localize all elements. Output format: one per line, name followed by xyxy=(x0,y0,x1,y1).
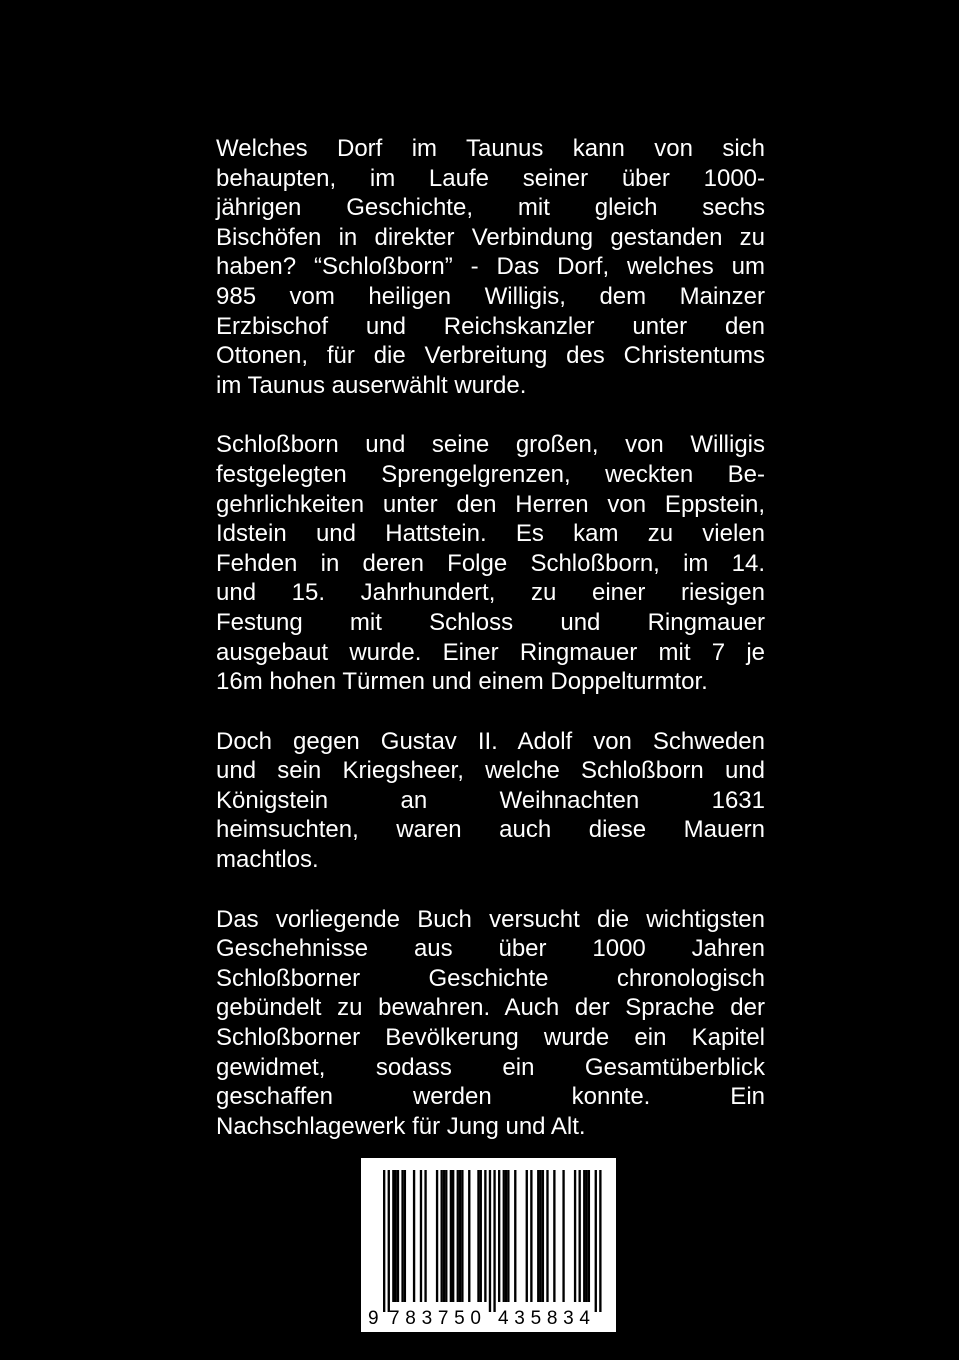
text-line: Festung mit Schloss und Ringmauer xyxy=(216,608,765,636)
barcode-bar xyxy=(503,1170,505,1302)
barcode-bar xyxy=(459,1170,461,1302)
barcode-bar xyxy=(507,1170,509,1302)
text-line: jährigen Geschichte, mit gleich sechs xyxy=(216,194,765,222)
text-line: festgelegten Sprengelgrenzen, weckten Be- xyxy=(216,460,765,488)
barcode-bar xyxy=(537,1170,539,1302)
barcode-bar xyxy=(450,1170,452,1302)
text-line: Nachschlagewerk für Jung und Alt. xyxy=(216,1112,586,1140)
barcode-bar xyxy=(420,1170,422,1302)
barcode-graphic xyxy=(361,1158,616,1332)
barcode-bar xyxy=(401,1170,403,1302)
barcode-bar xyxy=(526,1170,528,1302)
barcode-bar xyxy=(443,1170,445,1302)
text-line: Doch gegen Gustav II. Adolf von Schweden xyxy=(216,727,765,755)
text-line: gewidmet, sodass ein Gesamtüberblick xyxy=(216,1053,765,1081)
text-line: ausgebaut wurde. Einer Ringmauer mit 7 je xyxy=(216,638,765,666)
barcode-bar xyxy=(477,1170,479,1302)
text-line: behaupten, im Laufe seiner über 1000- xyxy=(216,164,765,192)
text-line: Idstein und Hattstein. Es kam zu vielen xyxy=(216,520,765,548)
text-line: Das vorliegende Buch versucht die wichtigsten xyxy=(216,905,765,933)
back-cover-blurb xyxy=(216,134,765,1171)
barcode-left-digits: 783750 xyxy=(389,1308,481,1329)
barcode-bar xyxy=(514,1170,516,1302)
text-line: heimsuchten, waren auch diese Mauern xyxy=(216,816,765,844)
barcode-bar xyxy=(436,1170,438,1302)
barcode-guard-bar xyxy=(493,1170,495,1312)
paragraph-4 xyxy=(216,905,765,1142)
barcode-bar xyxy=(452,1170,454,1302)
barcode-right-digits: 435834 xyxy=(498,1308,590,1329)
barcode-bar xyxy=(395,1170,397,1302)
text-line: Bischöfen in direkter Verbindung gestanden zu xyxy=(216,223,765,251)
text-line: Ottonen, für die Verbreitung des Christentums xyxy=(216,342,765,370)
barcode-bar xyxy=(574,1170,576,1302)
text-line: Schloßborner Bevölkerung wurde ein Kapitel xyxy=(216,1024,765,1052)
barcode-bar xyxy=(468,1170,470,1302)
barcode-bar xyxy=(397,1170,399,1302)
barcode-bar xyxy=(562,1170,564,1302)
barcode-bar xyxy=(413,1170,415,1302)
barcode-bar xyxy=(505,1170,507,1302)
barcode-guard-bar xyxy=(595,1170,597,1312)
text-line: Königstein an Weihnachten 1631 xyxy=(216,786,765,814)
barcode-bar xyxy=(441,1170,443,1302)
barcode-bar xyxy=(546,1170,548,1302)
barcode-bar xyxy=(588,1170,590,1302)
text-line: machtlos. xyxy=(216,846,319,874)
text-line: 16m hohen Türmen und einem Doppelturmtor. xyxy=(216,668,708,696)
text-line: Geschehnisse aus über 1000 Jahren xyxy=(216,935,765,963)
text-line: und sein Kriegsheer, welche Schloßborn und xyxy=(216,757,765,785)
text-line: geschaffen werden konnte. Ein xyxy=(216,1083,765,1111)
barcode-bar xyxy=(583,1170,585,1302)
barcode-bar xyxy=(542,1170,544,1302)
text-line: Erzbischof und Reichskanzler unter den xyxy=(216,312,765,340)
paragraph-1 xyxy=(216,134,765,400)
barcode-bar xyxy=(553,1170,555,1302)
barcode-bar xyxy=(392,1170,394,1302)
text-line: Fehden in deren Folge Schloßborn, im 14. xyxy=(216,549,765,577)
barcode-guard-bar xyxy=(388,1170,390,1312)
barcode-bar xyxy=(480,1170,482,1302)
barcode-bar xyxy=(404,1170,406,1302)
barcode-bar xyxy=(530,1170,532,1302)
barcode-bar xyxy=(585,1170,587,1302)
text-line: gebündelt zu bewahren. Auch der Sprache der xyxy=(216,994,765,1022)
text-line: 985 vom heiligen Willigis, dem Mainzer xyxy=(216,282,765,310)
paragraph-2 xyxy=(216,430,765,696)
text-line: Schloßborn und seine großen, von Willigis xyxy=(216,431,765,459)
barcode-bar xyxy=(498,1170,500,1302)
barcode-bar xyxy=(461,1170,463,1302)
barcode-bar xyxy=(445,1170,447,1302)
text-line: Schloßborner Geschichte chronologisch xyxy=(216,964,765,992)
barcode-bar xyxy=(539,1170,541,1302)
paragraph-3 xyxy=(216,727,765,875)
barcode-bar xyxy=(457,1170,459,1302)
text-line: Welches Dorf im Taunus kann von sich xyxy=(216,135,765,162)
text-line: im Taunus auserwählt wurde. xyxy=(216,371,527,399)
text-line: und 15. Jahrhundert, zu einer riesigen xyxy=(216,579,765,607)
barcode-bars xyxy=(383,1170,602,1312)
barcode-guard-bar xyxy=(489,1170,491,1312)
isbn-barcode xyxy=(361,1158,616,1332)
barcode-guard-bar xyxy=(383,1170,385,1312)
barcode-first-digit: 9 xyxy=(368,1308,379,1329)
text-line: haben? “Schloßborn” - Das Dorf, welches um xyxy=(216,253,765,281)
text-line: gehrlichkeiten unter den Herren von Eppstein, xyxy=(216,490,765,518)
barcode-bar xyxy=(579,1170,581,1302)
barcode-bar xyxy=(484,1170,486,1302)
barcode-guard-bar xyxy=(599,1170,601,1312)
barcode-bar xyxy=(424,1170,426,1302)
